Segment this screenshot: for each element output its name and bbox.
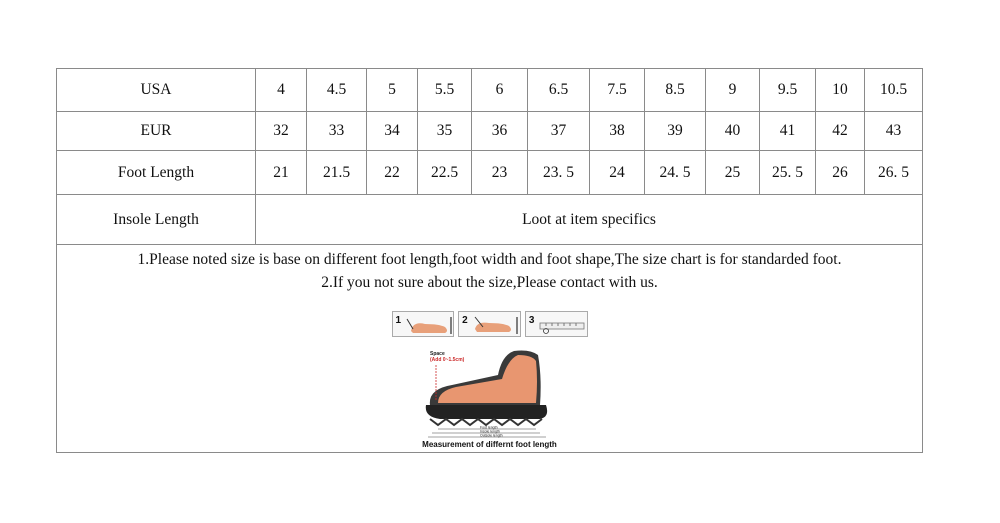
size-cell: 34 xyxy=(367,112,418,151)
foot-in-shoe-illustration xyxy=(390,347,590,439)
size-cell: 5.5 xyxy=(418,69,472,112)
size-cell: 10.5 xyxy=(865,69,923,112)
size-cell: 42 xyxy=(816,112,865,151)
size-cell: 9 xyxy=(706,69,760,112)
row-label: Foot Length xyxy=(57,151,256,195)
outsole-length-label: Outsole length xyxy=(479,433,503,438)
note-line-2: 2.If you not sure about the size,Please contact with us. xyxy=(321,273,658,291)
space-value-label: (Add 0~1.5cm) xyxy=(429,357,464,363)
size-cell: 35 xyxy=(418,112,472,151)
size-cell: 24. 5 xyxy=(645,151,706,195)
size-cell: 6 xyxy=(472,69,528,112)
foot-measurement-diagram xyxy=(390,347,590,449)
insole-length-label: Insole length xyxy=(479,429,500,434)
diagram-caption: Measurement of differnt foot length xyxy=(422,440,557,449)
size-cell: 21.5 xyxy=(307,151,367,195)
eur-size-row xyxy=(57,112,923,151)
size-cell: 26. 5 xyxy=(865,151,923,195)
step-2-panel xyxy=(458,311,521,337)
size-cell: 4 xyxy=(256,69,307,112)
size-cell: 22.5 xyxy=(418,151,472,195)
size-cell: 26 xyxy=(816,151,865,195)
ruler-measure-icon xyxy=(538,315,588,335)
step-number: 2 xyxy=(462,315,468,326)
foot-length-label: Foot length xyxy=(479,425,498,430)
size-cell: 40 xyxy=(706,112,760,151)
foot-against-wall-icon xyxy=(405,315,455,335)
foot-length-row xyxy=(57,151,923,195)
size-cell: 10 xyxy=(816,69,865,112)
size-cell: 33 xyxy=(307,112,367,151)
size-cell: 9.5 xyxy=(760,69,816,112)
step-1-panel xyxy=(392,311,455,337)
notes-row xyxy=(57,245,923,453)
size-cell: 32 xyxy=(256,112,307,151)
size-cell: 6.5 xyxy=(528,69,590,112)
measurement-steps-strip xyxy=(392,311,588,337)
row-label: USA xyxy=(57,69,256,112)
size-cell: 38 xyxy=(590,112,645,151)
size-cell: 39 xyxy=(645,112,706,151)
size-cell: 25 xyxy=(706,151,760,195)
step-number: 3 xyxy=(528,315,535,326)
space-label: Space xyxy=(429,351,445,357)
size-cell: 22 xyxy=(367,151,418,195)
insole-length-row xyxy=(57,195,923,245)
size-cell: 7.5 xyxy=(590,69,645,112)
usa-size-row xyxy=(57,69,923,112)
size-cell: 4.5 xyxy=(307,69,367,112)
size-cell: 24 xyxy=(590,151,645,195)
step-3-panel xyxy=(525,311,588,337)
size-cell: 37 xyxy=(528,112,590,151)
step-number: 1 xyxy=(395,315,402,326)
size-cell: 36 xyxy=(472,112,528,151)
foot-marking-icon xyxy=(471,315,521,335)
insole-length-note: Loot at item specifics xyxy=(256,195,923,245)
size-cell: 8.5 xyxy=(645,69,706,112)
size-cell: 41 xyxy=(760,112,816,151)
size-cell: 23 xyxy=(472,151,528,195)
row-label: Insole Length xyxy=(57,195,256,245)
size-chart-table xyxy=(56,68,923,453)
size-cell: 21 xyxy=(256,151,307,195)
row-label: EUR xyxy=(57,112,256,151)
size-cell: 25. 5 xyxy=(760,151,816,195)
size-cell: 23. 5 xyxy=(528,151,590,195)
size-cell: 5 xyxy=(367,69,418,112)
note-line-1: 1.Please noted size is base on different foot length,foot width and foot shape,The size chart is for standarded foot. xyxy=(137,251,842,268)
size-cell: 43 xyxy=(865,112,923,151)
notes-cell xyxy=(57,245,923,453)
